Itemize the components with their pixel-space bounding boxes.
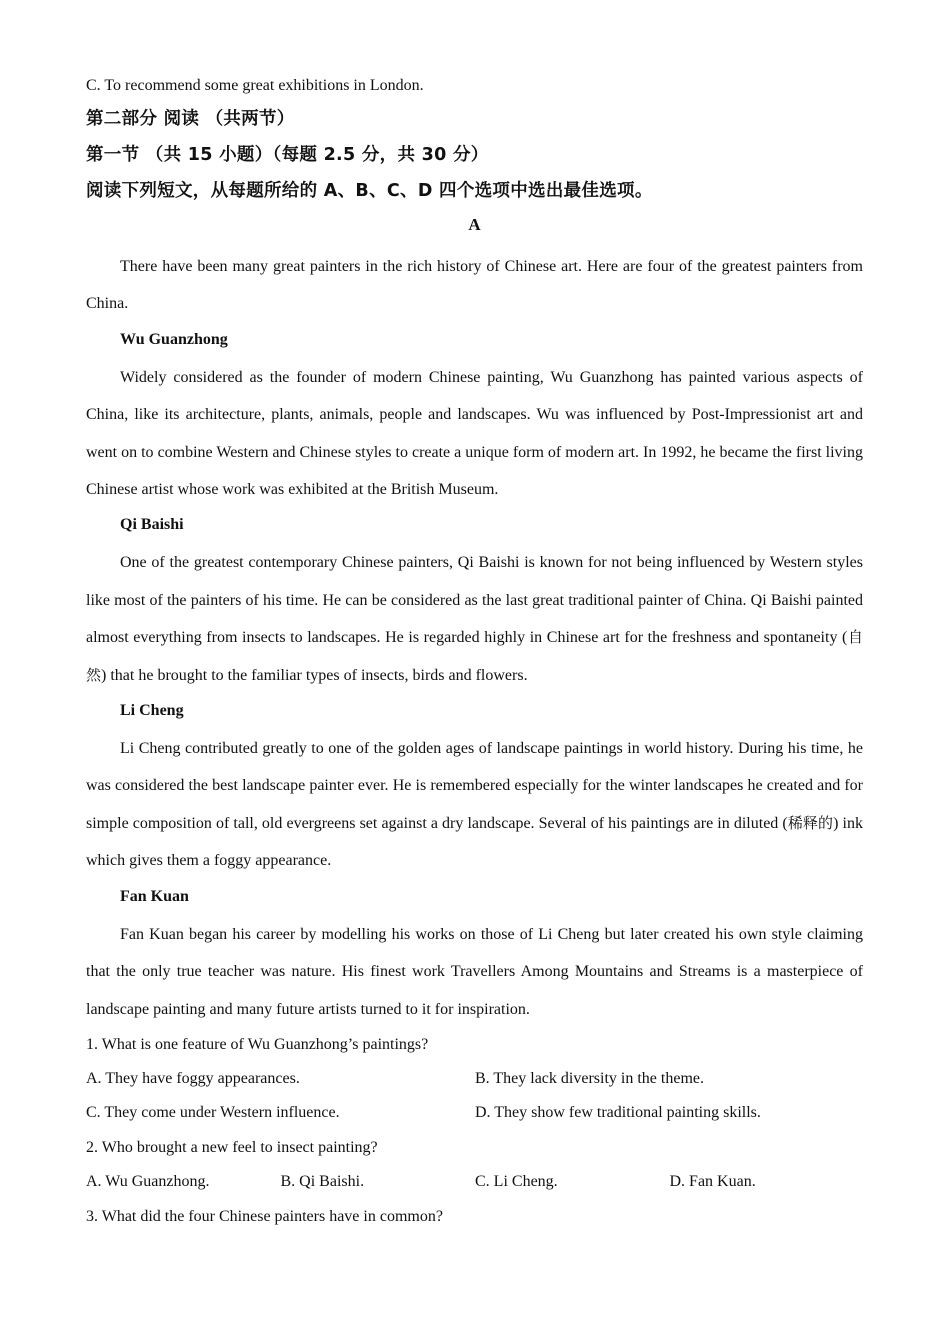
question-1-option-d[interactable]: D. They show few traditional painting skills. bbox=[475, 1103, 761, 1121]
passage-label: A bbox=[468, 215, 481, 234]
question-1-stem: 1. What is one feature of Wu Guanzhong’s paintings? bbox=[86, 1035, 429, 1053]
question-1-option-c[interactable]: C. They come under Western influence. bbox=[86, 1103, 340, 1121]
question-2-options bbox=[86, 1167, 863, 1202]
question-2-option-a[interactable]: A. Wu Guanzhong. bbox=[86, 1172, 210, 1190]
passage-intro: There have been many great painters in the rich history of Chinese art. Here are four of the greatest painters from China. bbox=[86, 258, 863, 313]
question-1-option-a[interactable]: A. They have foggy appearances. bbox=[86, 1069, 300, 1087]
previous-question-option-c: C. To recommend some great exhibitions in London. bbox=[86, 77, 424, 94]
painter-paragraph-qi-baishi: One of the greatest contemporary Chinese painters, Qi Baishi is known for not being influenced by Western styles like most of the painters of his time. He can be considered as the last great traditional painter of China. Qi Baishi painted almost everything from insects to landscapes. He is regarded highly in Chinese art for the freshness and spontaneity (自然) that he brought to the familiar types of insects, birds and flowers. bbox=[86, 554, 863, 684]
instructions: 阅读下列短文，从每题所给的 A、B、C、D 四个选项中选出最佳选项。 bbox=[86, 181, 653, 201]
painter-paragraph-fan-kuan: Fan Kuan began his career by modelling his works on those of Li Cheng but later created his own style claiming that the only true teacher was nature. His finest work Travellers Among Mountains and Streams is a masterpiece of landscape painting and many future artists turned to it for inspiration. bbox=[86, 925, 863, 1018]
question-1-option-b[interactable]: B. They lack diversity in the theme. bbox=[475, 1069, 704, 1087]
painter-heading-li-cheng: Li Cheng bbox=[120, 702, 184, 720]
section-header: 第二部分 阅读 （共两节） bbox=[86, 109, 295, 129]
question-3-stem: 3. What did the four Chinese painters have in common? bbox=[86, 1207, 443, 1225]
question-2-stem: 2. Who brought a new feel to insect painting? bbox=[86, 1138, 378, 1156]
painter-paragraph-li-cheng: Li Cheng contributed greatly to one of the golden ages of landscape paintings in world history. During his time, he was considered the best landscape painter ever. He is remembered especially for the winter landscapes he created and for simple composition of tall, old evergreens set against a dry landscape. Several of his paintings are in diluted (稀释的) ink which gives them a foggy appearance. bbox=[86, 740, 863, 870]
subsection-header: 第一节 （共 15 小题）（每题 2.5 分，共 30 分） bbox=[86, 145, 489, 165]
gloss-ziran: 自然 bbox=[86, 628, 863, 684]
question-1-options-row-2 bbox=[86, 1098, 863, 1133]
painter-paragraph-wu-guanzhong: Widely considered as the founder of modern Chinese painting, Wu Guanzhong has painted various aspects of China, like its architecture, plants, animals, people and landscapes. Wu was influenced by Post-Impressionist art and went on to combine Western and Chinese styles to create a unique form of modern art. In 1992, he became the first living Chinese artist whose work was exhibited at the British Museum. bbox=[86, 368, 863, 499]
painter-heading-wu-guanzhong: Wu Guanzhong bbox=[120, 330, 228, 348]
gloss-xishide: 稀释的 bbox=[787, 813, 834, 832]
exam-page bbox=[86, 76, 863, 1236]
question-1-options-row-1 bbox=[86, 1063, 863, 1098]
painter-heading-fan-kuan: Fan Kuan bbox=[120, 887, 189, 905]
painter-heading-qi-baishi: Qi Baishi bbox=[120, 516, 184, 534]
question-2-option-c[interactable]: C. Li Cheng. bbox=[475, 1172, 558, 1190]
question-2-option-d[interactable]: D. Fan Kuan. bbox=[669, 1172, 756, 1190]
question-2-option-b[interactable]: B. Qi Baishi. bbox=[280, 1172, 365, 1190]
